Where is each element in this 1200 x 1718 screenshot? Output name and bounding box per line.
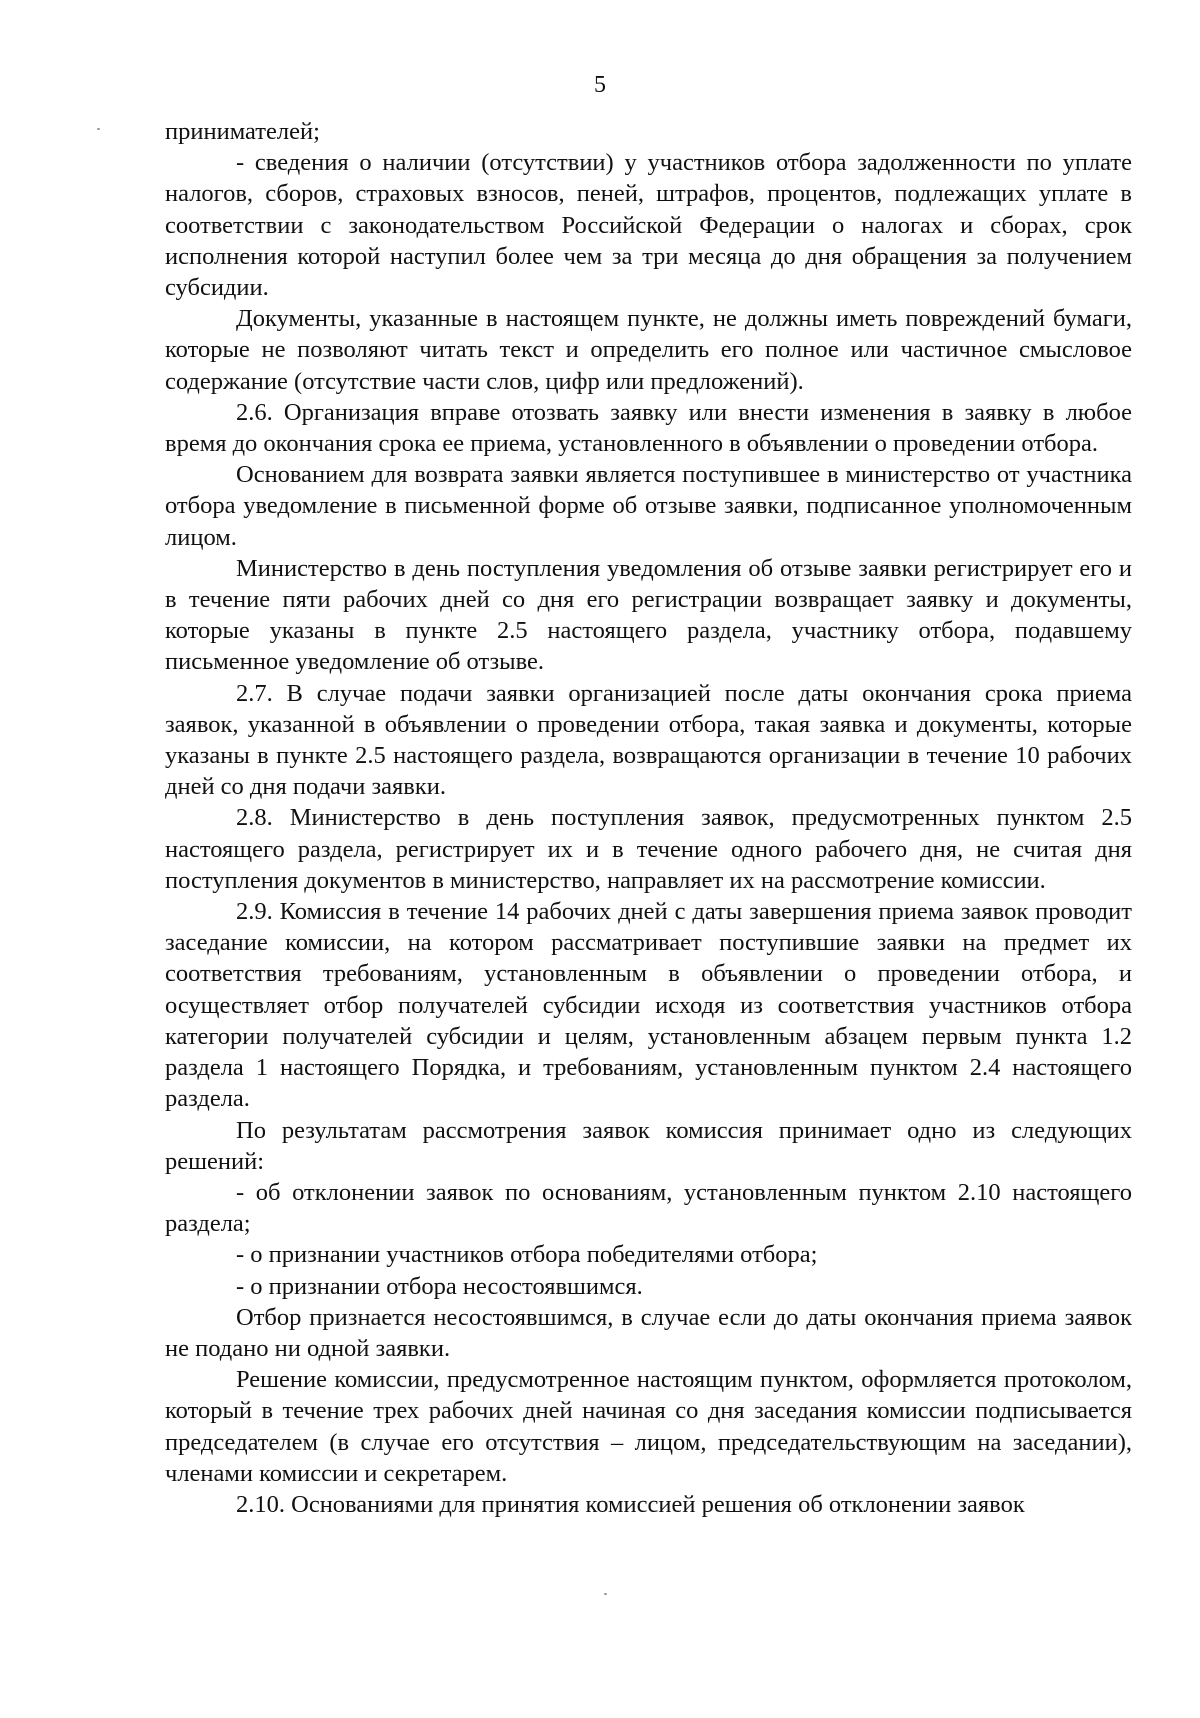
clause-2-8: 2.8. Министерство в день поступления заявок, предусмотренных пунктом 2.5 настоящего раздела, регистрирует их и в течение одного рабочего дня, не считая дня поступления документов в министерство, направляет их на рассмотрение комиссии. <box>165 804 1132 894</box>
paragraph-return-basis: Основанием для возврата заявки является поступившее в министерство от участника отбора уведомление в письменной форме об отзыве заявки, подписанное уполномоченным лицом. <box>165 461 1132 551</box>
paragraph-ministry-return: Министерство в день поступления уведомления об отзыве заявки регистрирует его и в течение пяти рабочих дней со дня его регистрации возвращает заявку и документы, которые указаны в пункте 2.5 настоящего раздела, участнику отбора, подавшему письменное уведомление об отзыве. <box>165 554 1132 676</box>
clause-2-10: 2.10. Основаниями для принятия комиссией решения об отклонении заявок <box>236 1490 1025 1518</box>
list-item-failed: - о признании отбора несостоявшимся. <box>236 1272 643 1300</box>
list-item-rejection: - об отклонении заявок по основаниям, установленным пунктом 2.10 настоящего раздела; <box>165 1178 1132 1238</box>
paragraph-decisions-intro: По результатам рассмотрения заявок комиссия принимает одно из следующих решений: <box>165 1116 1132 1175</box>
list-item-debt-info: - сведения о наличии (отсутствии) у участников отбора задолженности по уплате налогов, сборов, страховых взносов, пеней, штрафов, процентов, подлежащих уплате в соответствии с законодательством Российской Федерации о налогах и сборах, срок исполнения которой наступил более чем за три месяца до дня обращения за получением субсидии. <box>165 149 1132 302</box>
clause-2-9: 2.9. Комиссия в течение 14 рабочих дней с даты завершения приема заявок проводит заседание комиссии, на котором рассматривает поступившие заявки на предмет их соответствия требованиям, установленным в объявлении о проведении отбора, и осуществляет отбор получателей субсидии исходя из соответствия участников отбора категории получателей субсидии и целям, установленным абзацем первым пункта 1.2 раздела 1 настоящего Порядка, и требованиям, установленным пунктом 2.4 настоящего раздела. <box>165 898 1132 1113</box>
document-body <box>165 116 1132 1520</box>
paragraph-documents-requirements: Документы, указанные в настоящем пункте, не должны иметь повреждений бумаги, которые не позволяют читать текст и определить его полное или частичное смысловое содержание (отсутствие части слов, цифр или предложений). <box>165 305 1132 395</box>
paragraph-continuation: принимателей; <box>165 118 320 145</box>
page-number: 5 <box>594 72 606 98</box>
paragraph-failed-condition: Отбор признается несостоявшимся, в случае если до даты окончания приема заявок не подано ни одной заявки. <box>165 1303 1132 1362</box>
scan-speck <box>97 128 100 130</box>
scan-speck <box>604 1593 607 1595</box>
paragraph-protocol: Решение комиссии, предусмотренное настоящим пунктом, оформляется протоколом, который в течение трех рабочих дней начиная со дня заседания комиссии подписывается председателем (в случае его отсутствия – лицом, председательствующим на заседании), членами комиссии и секретарем. <box>165 1366 1132 1487</box>
list-item-winners: - о признании участников отбора победителями отбора; <box>236 1241 818 1269</box>
clause-2-6: 2.6. Организация вправе отозвать заявку или внести изменения в заявку в любое время до окончания срока ее приема, установленного в объявлении о проведении отбора. <box>165 398 1132 458</box>
clause-2-7: 2.7. В случае подачи заявки организацией после даты окончания срока приема заявок, указанной в объявлении о проведении отбора, такая заявка и документы, которые указаны в пункте 2.5 настоящего раздела, возвращаются организации в течение 10 рабочих дней со дня подачи заявки. <box>165 679 1132 801</box>
